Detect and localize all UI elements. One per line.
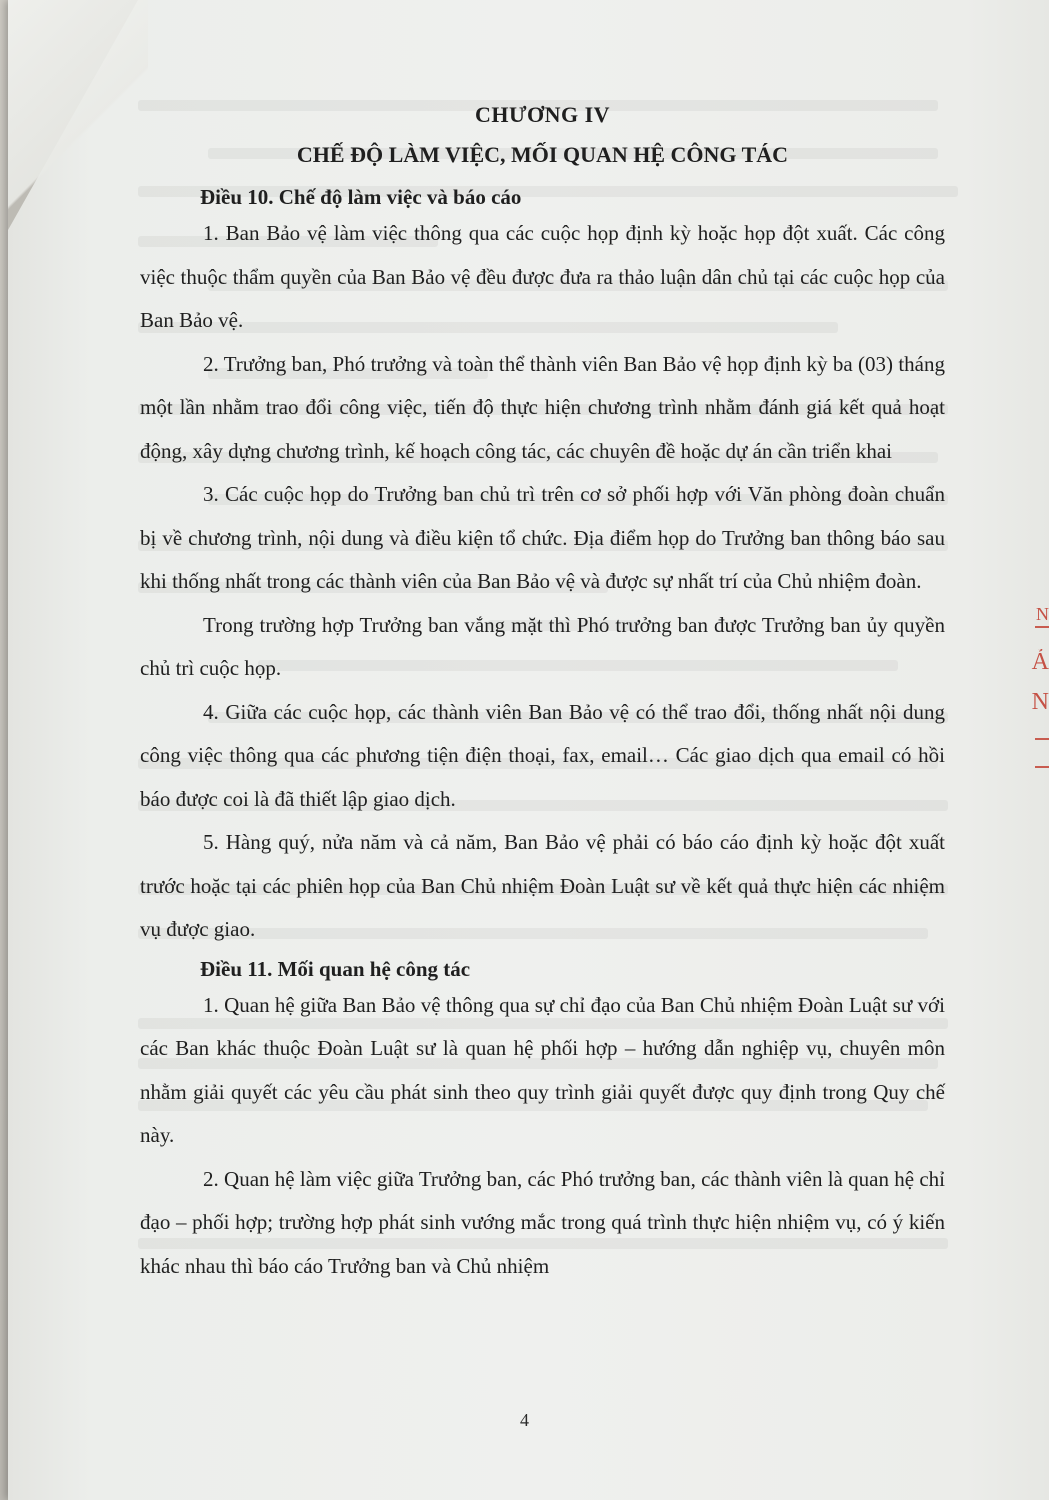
page-number: 4: [520, 1410, 529, 1430]
paragraph: 1. Quan hệ giữa Ban Bảo vệ thông qua sự chỉ đạo của Ban Chủ nhiệm Đoàn Luật sư với các Ban khác thuộc Đoàn Luật sư là quan hệ phối hợp – hướng dẫn nghiệp vụ, chuyên môn nhằm giải quyết các yêu cầu phát sinh theo quy trình giải quyết được quy định trong Quy chế này.: [140, 992, 945, 1147]
edge-mark: N: [1036, 604, 1049, 624]
paragraph: 5. Hàng quý, nửa năm và cả năm, Ban Bảo vệ phải có báo cáo định kỳ hoặc đột xuất trước hoặc tại các phiên họp của Ban Chủ nhiệm Đoàn Luật sư về kết quả thực hiện các nhiệm vụ được giao.: [140, 830, 945, 941]
edge-mark: N: [1031, 689, 1049, 715]
edge-rule: [1035, 626, 1049, 628]
paragraph: Trong trường hợp Trưởng ban vắng mặt thì Phó trưởng ban được Trưởng ban ủy quyền chủ trì cuộc họp.: [140, 612, 945, 680]
chapter-title: CHẾ ĐỘ LÀM VIỆC, MỐI QUAN HỆ CÔNG TÁC: [296, 142, 789, 167]
paragraph: 2. Quan hệ làm việc giữa Trưởng ban, các Phó trưởng ban, các thành viên là quan hệ chỉ đạo – phối hợp; trường hợp phát sinh vướng mắc trong quá trình thực hiện nhiệm vụ, có ý kiến khác nhau thì báo cáo Trưởng ban và Chủ nhiệm: [140, 1166, 945, 1278]
paragraph: 3. Các cuộc họp do Trưởng ban chủ trì trên cơ sở phối hợp với Văn phòng đoàn chuẩn bị về chương trình, nội dung và điều kiện tổ chức. Địa điểm họp do Trưởng ban thông báo sau khi thống nhất trong các thành viên của Ban Bảo vệ và được sự nhất trí của Chủ nhiệm đoàn.: [140, 482, 945, 593]
paragraph: 2. Trưởng ban, Phó trưởng và toàn thể thành viên Ban Bảo vệ họp định kỳ ba (03) tháng một lần nhằm trao đổi công việc, tiến độ thực hiện chương trình nhằm đánh giá kết quả hoạt động, xây dựng chương trình, kế hoạch công tác, các chuyên đề hoặc dự án cần triển khai: [140, 351, 945, 463]
edge-mark: Ả: [1031, 649, 1049, 675]
paragraph: 1. Ban Bảo vệ làm việc thông qua các cuộc họp định kỳ hoặc họp đột xuất. Các công việc thuộc thẩm quyền của Ban Bảo vệ đều được đưa ra thảo luận dân chủ tại các cuộc họp của Ban Bảo vệ.: [140, 221, 945, 332]
article-heading: Điều 11. Mối quan hệ công tác: [200, 956, 471, 981]
folded-corner: [8, 0, 148, 235]
edge-rule: [1035, 766, 1049, 768]
edge-rule: [1035, 738, 1049, 740]
paragraph: 4. Giữa các cuộc họp, các thành viên Ban Bảo vệ có thể trao đổi, thống nhất nội dung công việc thông qua các phương tiện điện thoại, fax, email… Các giao dịch qua email có hồi báo được coi là đã thiết lập giao dịch.: [140, 699, 945, 811]
document-body: [140, 90, 945, 1288]
chapter-label: CHƯƠNG IV: [474, 102, 611, 127]
article-heading: Điều 10. Chế độ làm việc và báo cáo: [200, 185, 522, 209]
